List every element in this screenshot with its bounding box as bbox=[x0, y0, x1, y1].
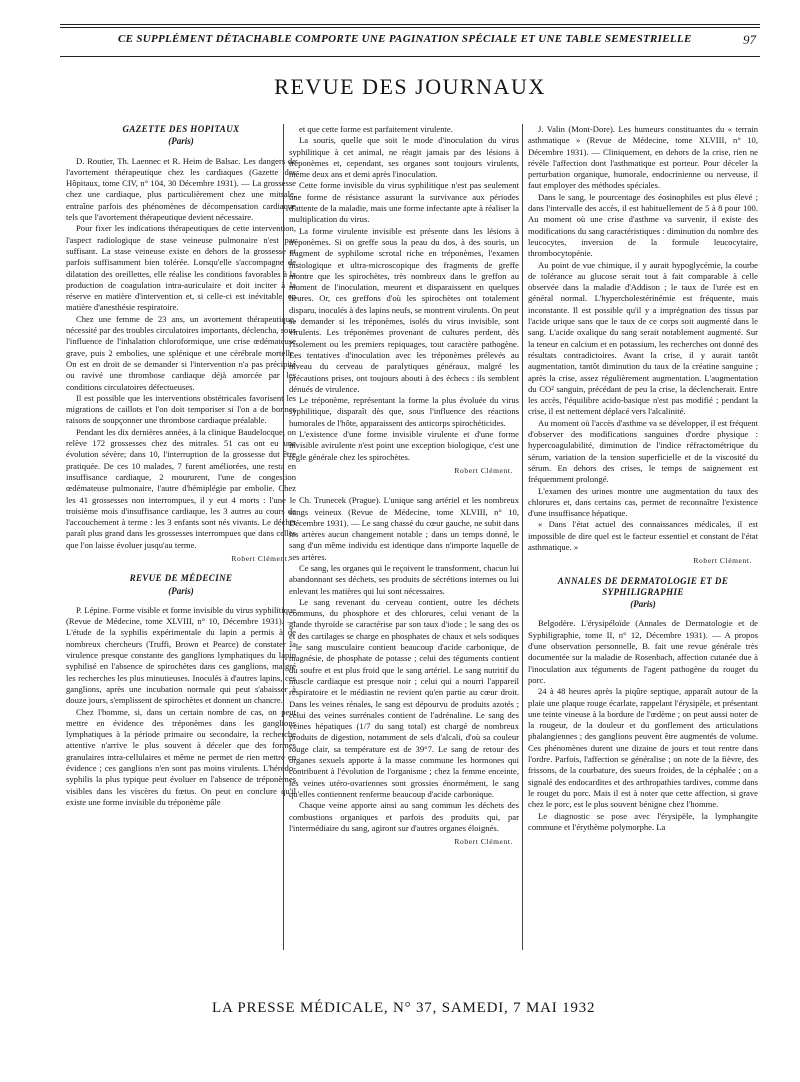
article-paragraph: Chez l'homme, si, dans un certain nombre de cas, on peut mettre en évidence des tréponèmes dans les ganglions lymphatiques à la période primaire ou secondaire, la recherche attentive n'arrive le plus souvent à déceler que des formes granulaires intra-cellulaires et même ne permet de rien mettre en évidence ; ces ganglions n'en sont pas moins virulents. L'hérédo-syphilis la plus typique peut évoluer en l'absence de tréponèmes visibles dans les viscères du fœtus. On peut en conclure qu'il existe une forme invisible du tréponème pâle bbox=[66, 706, 296, 807]
journal-heading: ANNALES DE DERMATOLOGIE ET DE SYPHILIGRAPHIE bbox=[557, 575, 729, 597]
article-paragraph: Pendant les dix dernières années, à la clinique Baudelocque, on relève 172 grossesses chez des mitrales. 51 cas ont eu une évolution sévère; dans 10, l'interruption de la grossesse dut être pratiquée. De ces 10 malades, 7 furent améliorées, une resta en insuffisance cardiaque, 2 moururent, l'une de congestion œdémateuse pulmonaire, l'autre d'hémiplégie par embolie. Chez les 41 grossesses non interrompues, il y eut 4 morts : l'une le troisième mois d'insuffisance cardiaque, les 3 autres au cours de l'accouchement à terme : les 3 enfants sont nés vivants. Le déchet paraît plus grand dans les grossesses interrompues que dans celles que l'on laisse évoluer jusqu'au terme. bbox=[66, 426, 296, 550]
article-paragraph: La forme virulente invisible est présente dans les lésions à tréponèmes. Si on greffe sous la peau du dos, à des souris, un fragment de syphilome scrotal riche en tréponèmes, l'examen histologique et ultra-microscopique des fragments de greffe montre que les spirochètes, très nombreux dans le greffon au moment de l'inoculation, meurent et disparaissent en quelques heures. Or, ces greffons d'où les spirochètes ont totalement disparu, inoculés à des lapins neufs, se montrent virulents. On peut se demander si les tréponèmes, isolés du virus invisible, sont virulents. Les tréponèmes provenant de cultures perdent, dès l'isolement ou les premiers repiquages, tout caractère pathogène. Les tentatives d'inoculation avec les tréponèmes prélevés au niveau du cerveau de paralytiques généraux, malgré les précautions prises, ont toujours abouti à des échecs : ils semblent dénués de virulence. bbox=[289, 225, 519, 394]
author-signature: Robert Clément. bbox=[454, 465, 513, 475]
article-paragraph: Pour fixer les indications thérapeutiques de cette intervention, l'aspect radiologique de stase veineuse pulmonaire n'est pas suffisant. La stase veineuse existe en dehors de la grossesse et parfois suffisamment bien tolérée. Lorsqu'elle s'accompagne de dilatation des oreillettes, elle réalise les conditions favorables à la production de coagulation intra-auriculaire et doit inciter à la réserve en matière d'intervention et, si celle-ci est inévitable, en matière d'anesthésie respiratoire. bbox=[66, 223, 296, 313]
top-rule-lower bbox=[60, 27, 760, 28]
column-1 bbox=[66, 124, 296, 950]
section-title: REVUE DES JOURNAUX bbox=[274, 74, 546, 99]
spacer bbox=[289, 485, 519, 495]
footer bbox=[60, 1000, 760, 1020]
running-head bbox=[60, 33, 760, 49]
article-paragraph: Le sang revenant du cerveau contient, outre les déchets communs, du phosphore et des chlorures, celui venant de la glande thyroïde se caractérise par son taux d'iode ; le sang des os et des cartilages se charge en phosphates de chaux et sels sodiques ; le sang musculaire contient beaucoup d'acide carbonique, de magnésie, de phosphate de potasse ; celui des téguments contient du soufre et est plus froid que le sang artériel. Le sang nutritif du muscle cardiaque est presque noir ; celui qui a nourri l'appareil respiratoire et le médiastin ne revient qu'en partie au cœur droit. Dans les veines rénales, le sang est dépourvu de produits azotés ; celui des veines surrénales contient de l'adrénaline. Le sang des veines hépatiques (1/7 du sang total) est chargé de nombreux produits de digestion, notamment de sels d'alcali, d'où sa couleur rouge clair, sa température est de 39°7. Le sang de retour des organes sexuels apporte à la masse commune les hormones qui contribuent à l'évolution de l'organisme ; chez la femme enceinte, les veines utéro-ovariennes sont grossies énormément, le sang qu'elles contiennent renferme beaucoup d'acide carbonique. bbox=[289, 596, 519, 799]
article-paragraph: Il est possible que les interventions obstétricales favorisent les migrations de caillots et l'on doit temporiser si l'on a de bonnes raisons de soupçonner une thrombose cardiaque préalable. bbox=[66, 392, 296, 426]
column-divider-1 bbox=[283, 124, 284, 950]
column-3 bbox=[528, 124, 758, 950]
article-paragraph: Ce sang, les organes qui le reçoivent le transforment, chacun lui abandonnant ses déchets, ses produits de sécrétions internes ou lui enlevant les matières qui lui sont nécessaires. bbox=[289, 562, 519, 596]
column-2 bbox=[289, 124, 519, 950]
article-paragraph: L'existence d'une forme invisible virulente et d'une forme invisible avirulente n'est point une exception biologique, c'est une règle générale chez les spirochètes. bbox=[289, 429, 519, 462]
article-paragraph: P. Lépine. Forme visible et forme invisible du virus syphilitique (Revue de Médecine, tome XLVIII, n° 10, Décembre 1931). — L'étude de la syphilis expérimentale du lapin a permis à de nombreux chercheurs (Truffi, Brown et Pearce) de constater la virulence presque constante des ganglions lymphatiques du lapin syphilisé en l'absence de spirochètes dans ces ganglions, malgré les recherches les plus minutieuses. Inoculés à d'autres lapins, ces ganglions, après une incubation normale qui peut s'abaisser à douze jours, s'emplissent de spirochètes et donnent un chancre. bbox=[66, 604, 296, 706]
journal-heading: GAZETTE DES HOPITAUX bbox=[122, 124, 240, 134]
journal-city: (Paris) bbox=[168, 585, 194, 596]
article-paragraph: Cette forme invisible du virus syphilitique n'est pas seulement une forme de résistance assurant la survivance aux périodes d'attente de la maladie, mais une forme infectante apte à réaliser la multiplication du virus. bbox=[289, 180, 519, 225]
running-head-text: CE SUPPLÉMENT DÉTACHABLE COMPORTE UNE PAGINATION SPÉCIALE ET UNE TABLE SEMESTRIELLE bbox=[118, 33, 692, 45]
page-number: 97 bbox=[743, 32, 756, 47]
journal-city: (Paris) bbox=[630, 599, 656, 610]
article-paragraph: Au moment où l'accès d'asthme va se développer, il est fréquent d'observer des modifications sanguines d'ordre physique : hypercoagulabilité, diminution de l'indice réfractométrique du sérum, variation de la tension superficielle et de la viscosité du sérum. En dehors des crises, le temps de saignement est fréquemment prolongé. bbox=[528, 417, 758, 485]
article-paragraph: Ch. Trunecek (Prague). L'unique sang artériel et les nombreux sangs veineux (Revue de Médecine, tome XLVIII, n° 10, Décembre 1931). — Le sang chassé du cœur gauche, ne subit dans les artères aucun changement notable ; dans un temps donné, le sang d'un même individu est identique dans n'importe laquelle de ses artères. bbox=[289, 495, 519, 562]
article-paragraph: Au point de vue chimique, il y aurait hypoglycémie, la courbe de tolérance au glucose serait tout à fait comparable à celle observée dans la maladie d'Addison ; le taux de l'urée est en général normal. L'hypercholestérinémie est fréquente, mais inconstante. Il est possible qu'il y a imprégnation des tissus par l'acide urique sans que le taux de ce corps soit augmenté dans le sang. L'acide oxalique du sang serait notablement augmenté. Sur la teneur en calcium et en potassium, les recherches ont donné des résultats contradictoires. Avant la crise, il y aurait tantôt augmentation, tantôt diminution du taux de la créatine sanguine ; après la crise, assez régulièrement augmentation. L'augmentation du CO² sanguin, précédant de peu la crise, la déclencherait. Entre les accès, l'équilibre acido-basique n'est pas modifié ; pendant la crise, il est nettement déplacé vers l'alcalinité. bbox=[528, 259, 758, 417]
article-paragraph: Dans le sang, le pourcentage des éosinophiles est plus élevé ; dans l'intervalle des accès, il est habituellement de 5 à 8 pour 100. Au moment où une crise d'asthme va survenir, il existe des modifications du sang caractéristiques : diminution du nombre des leucocytes, inversion de la formule leucocytaire, thrombocytopénie. bbox=[528, 191, 758, 259]
article-paragraph: Chaque veine apporte ainsi au sang commun les déchets des combustions organiques et parfois des produits qui, par l'intermédiaire du sang, agiront sur d'autres organes éloignés. bbox=[289, 800, 519, 833]
article-paragraph: « Dans l'état actuel des connaissances médicales, il est impossible de dire quel est le facteur essentiel et constant de l'état asthmatique. » bbox=[528, 519, 758, 552]
journal-heading: REVUE DE MÉDECINE bbox=[129, 573, 233, 584]
column-divider-2 bbox=[522, 124, 523, 950]
article-paragraph: Le tréponème, représentant la forme la plus évoluée du virus syphilitique, disparaît dès que, sous l'influence des réactions humorales de l'hôte, apparaissent des anticorps spirochéticides. bbox=[289, 395, 519, 428]
author-signature: Robert Clément. bbox=[231, 553, 290, 563]
author-signature: Robert Clément. bbox=[693, 556, 752, 566]
article-paragraph: L'examen des urines montre une augmentation du taux des chlorures et, dans certains cas, permet de reconnaître l'existence d'une insuffisance hépatique. bbox=[528, 485, 758, 519]
article-paragraph: 24 à 48 heures après la piqûre septique, apparaît autour de la plaie une plaque rouge écarlate, rappelant l'érysipèle, et présentant une teinte vineuse à la bordure de l'œdème ; on peut aussi noter de la rougeur, de la douleur et du gonflement des articulations phalangiennes ; des ganglions peuvent être augmentés de volume. Ces phénomènes durent une dizaine de jours et tout rentre dans l'ordre. Parfois, l'affection se généralise ; on note de la fièvre, des frissons, de la courbature, des sueurs froides, de la céphalée ; on a signalé des endocardites et des arthropathies tardives, comme dans le rouget du porc. Mais il est à noter que cette affection, si grave chez le porc, est le plus souvent bénigne chez l'homme. bbox=[528, 686, 758, 810]
header-rule bbox=[60, 56, 760, 57]
journal-city: (Paris) bbox=[168, 136, 194, 147]
top-rule-upper bbox=[60, 24, 760, 25]
footer-text: LA PRESSE MÉDICALE, N° 37, SAMEDI, 7 MAI 1932 bbox=[212, 1000, 596, 1016]
article-paragraph: D. Routier, Th. Laennec et R. Heim de Balsac. Les dangers de l'avortement thérapeutique chez les cardiaques (Gazette des Hôpitaux, tome CIV, n° 104, 30 Décembre 1931). — La grossesse chez une cardiaque, plus particulièrement chez une mitrale, entraîne parfois des phénomènes de décompensation cardiaque tels que l'avortement thérapeutique devient nécessaire. bbox=[66, 155, 296, 223]
article-paragraph: J. Valin (Mont-Dore). Les humeurs constituantes du « terrain asthmatique » (Revue de Médecine, tome XLVIII, n° 10, Décembre 1931). — Cliniquement, en dehors de la crise, rien ne révèle l'affection dont l'asthmatique est porteur. Pour déceler la perturbation organique, humorale, endocrinienne ou nerveuse, il faut employer des méthodes spéciales. bbox=[528, 124, 758, 191]
article-paragraph: Belgodère. L'érysipéloïde (Annales de Dermatologie et de Syphiligraphie, tome II, n° 12, Décembre 1931). — A propos d'une observation personnelle, B. fait une revue générale très documentée sur la maladie de Rosenbach, affection cutanée due à l'inoculation aux téguments de l'agent pathogène du rouget du porc. bbox=[528, 618, 758, 685]
article-paragraph: et que cette forme est parfaitement virulente. bbox=[299, 124, 453, 134]
article-paragraph: La souris, quelle que soit le mode d'inoculation du virus syphilitique à cet animal, ne réagit jamais par des lésions à tréponèmes et, cependant, ses organes sont toujours virulents, même deux ans et demi après l'inoculation. bbox=[289, 135, 519, 180]
author-signature: Robert Clément. bbox=[454, 837, 513, 847]
article-paragraph: Le diagnostic se pose avec l'érysipèle, la lymphangite commune et l'érythème polymorphe. La bbox=[528, 810, 758, 832]
article-paragraph: Chez une femme de 23 ans, un avortement thérapeutique, nécessité par des troubles circulatoires importants, déclencha, sous l'influence de l'inhalation chloroformique, une crise œdémateuse grave, puis 2 embolies, une splénique et une cérébrale mortelle. On est en droit de se demander si l'intervention n'a pas précipité ou ravivé une thrombose cardiaque déjà amorcée par les conditions circulatoires défectueuses. bbox=[66, 313, 296, 392]
